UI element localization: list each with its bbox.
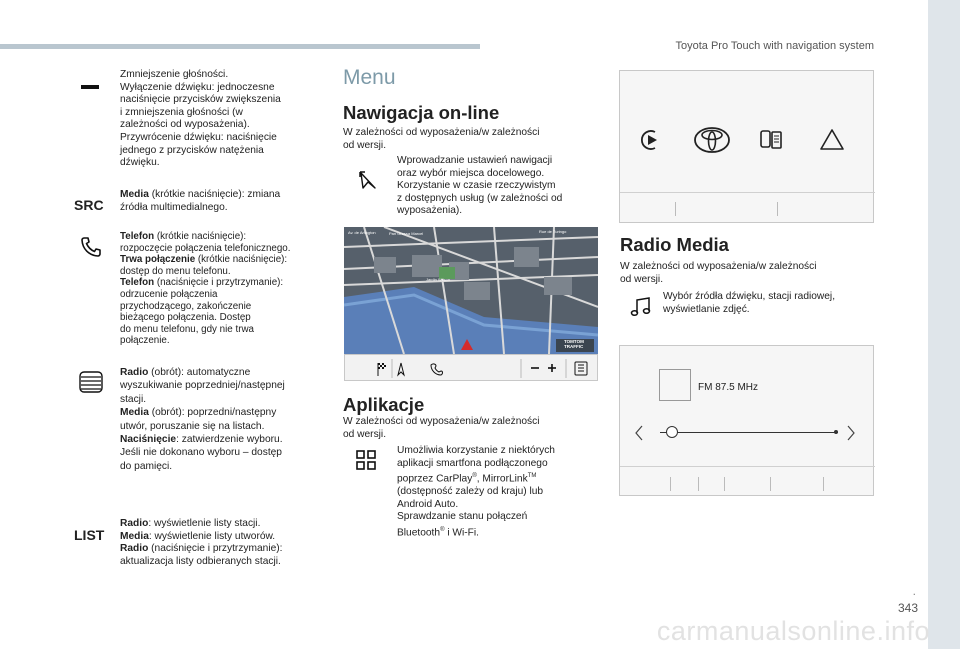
phone-projection-icon [757,126,785,154]
map-street-label: Pan Grassa Marcel [389,231,424,236]
frequency-label: FM 87.5 MHz [698,382,759,393]
main-menu-screen [619,70,874,223]
header-title: Toyota Pro Touch with navigation system [675,40,874,52]
nav-heading: Nawigacja on-line [343,102,500,123]
navigation-icon [638,127,664,153]
nav-description: Wprowadzanie ustawień nawigacji oraz wybór miejsca docelowego. Korzystanie w czasie rzeczywistym z dostępnych usług (w zależności od wyposażenia). [397,155,563,217]
radio-screen [619,345,874,496]
phone-icon [78,234,104,260]
slider-end-dot [834,430,838,434]
apps-grid-icon [354,448,378,472]
navigation-map-screenshot [344,227,598,354]
page-number: 343 [897,601,918,615]
minus-icon [80,82,100,92]
music-note-icon [628,294,654,320]
chevron-right-icon[interactable] [844,424,858,442]
phone-description: Telefon (krótkie naciśnięcie): rozpoczęcie połączenia telefonicznego. Trwa połączenie (krótkie naciśnięcie): dostęp do menu telefonu. Telefon (naciśnięcie i przytrzymanie): odrzucenie połączenia przychodzącego, zakończenie bieżącego połączenia. Dostęp do menu telefonu, gdy nie trwa połączenie. [120,231,291,347]
apps-heading: Aplikacje [343,394,425,415]
slider-handle[interactable] [666,426,678,438]
album-art-placeholder [659,369,691,401]
map-street-label: Rue de Turingo [539,229,567,234]
settings-triangle-icon [818,126,846,154]
map-toolbar [344,354,598,381]
navigation-icon [356,168,380,192]
menu-heading: Menu [343,66,396,89]
watermark: carmanualsonline.info [656,616,930,646]
toyota-logo-icon [692,125,732,155]
volume-down-description: Zmniejszenie głośności. Wyłączenie dźwięku: jednoczesne naciśnięcie przycisków zwiększenia i zmniejszenia głośności (w zależności od wyposażenia). Przywrócenie dźwięku: naciśnięcie jednego z przycisków natężenia dźwięku. [120,69,281,169]
src-description: Media (krótkie naciśnięcie): zmiana źródła multimedialnego. [120,189,281,213]
radio-media-heading: Radio Media [620,234,729,255]
chevron-left-icon[interactable] [632,424,646,442]
frequency-slider[interactable] [660,432,838,433]
continue-dot: . [912,584,916,598]
map-street-label: Av. de Arlington [348,230,376,235]
radio-description: Wybór źródła dźwięku, stacji radiowej, wyświetlanie zdjęć. [663,291,836,315]
side-margin [928,0,960,649]
list-label: LIST [74,527,105,543]
radio-knob-description: Radio (obrót): automatyczne wyszukiwanie poprzedniej/następnej stacji. Media (obrót): poprzedni/następny utwór, poruszanie się na listach. Naciśnięcie: zatwierdzenie wyboru. Jeśli nie dokonano wyboru – dostęp do pamięci. [120,367,285,472]
tomtom-logo: TOMTOM TRAFFIC [564,339,584,349]
nav-intro: W zależności od wyposażenia/w zależności od wersji. [343,127,540,151]
radio-intro: W zależności od wyposażenia/w zależności od wersji. [620,261,817,285]
rotary-knob-icon [78,369,104,395]
map-street-label: Jardin Wilson [426,277,451,282]
apps-intro: W zależności od wyposażenia/w zależności od wersji. [343,416,540,440]
src-label: SRC [74,197,104,213]
list-description: Radio: wyświetlenie listy stacji. Media: wyświetlenie listy utworów. Radio (naciśnięcie i przytrzymanie): aktualizacja listy odbieranych stacji. [120,518,283,567]
apps-description: Umożliwia korzystanie z niektórych aplikacji smartfona podłączonego poprzez CarPlay®, MirrorLink™ (dostępność zależy od kraju) lub Android Auto. Sprawdzanie stanu połączeń Bluetooth® i Wi-Fi. [397,445,555,539]
header-bar [0,44,480,49]
